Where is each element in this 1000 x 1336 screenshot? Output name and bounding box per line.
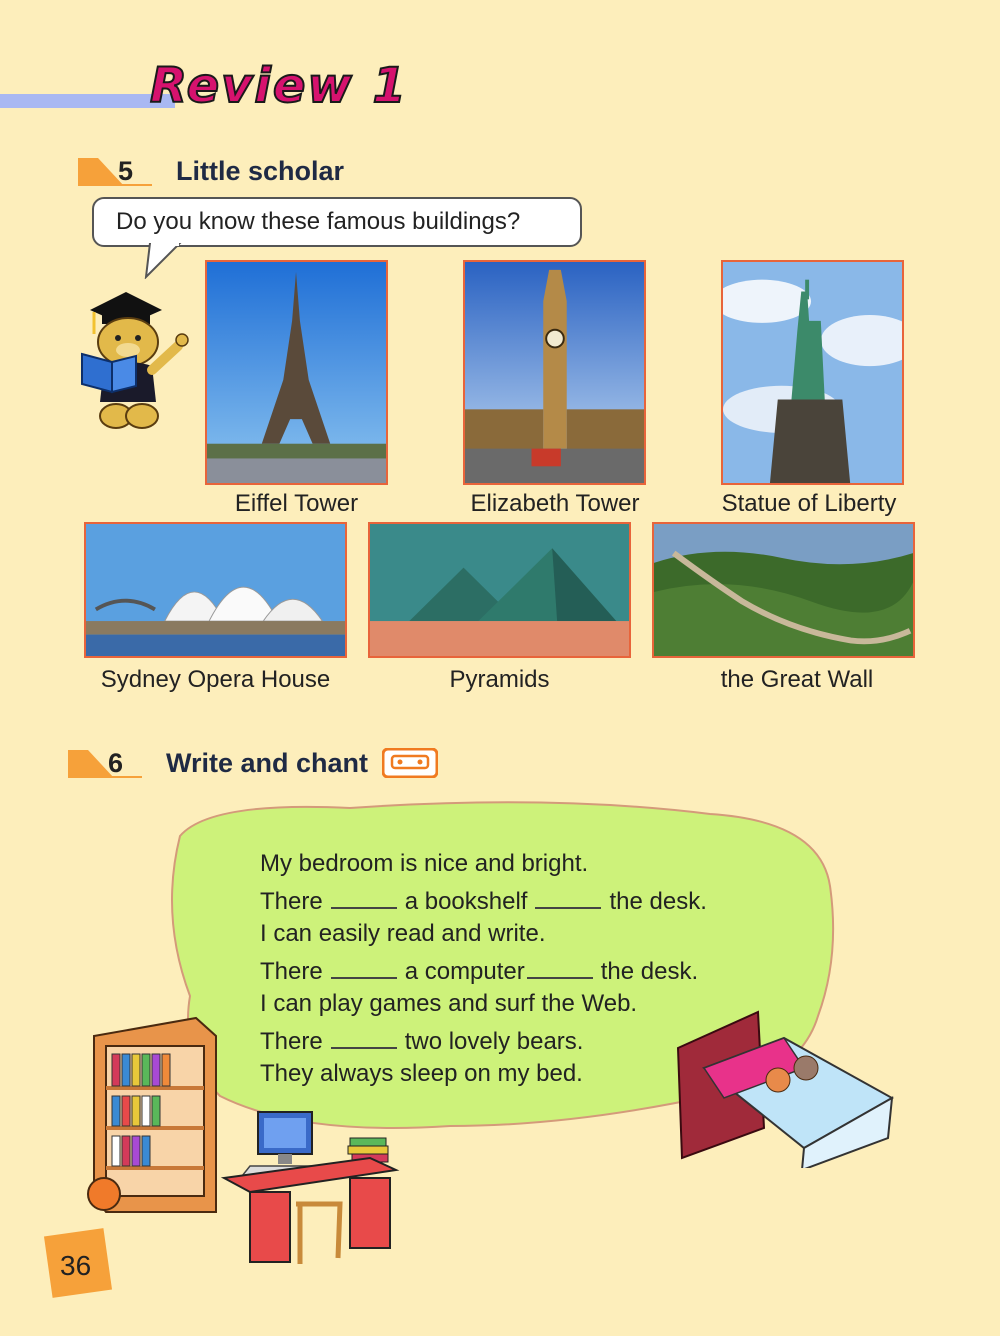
section-5-tab: [78, 158, 152, 186]
speech-bubble-tail: [140, 243, 190, 279]
bookshelf-illustration: [86, 1016, 222, 1216]
section-6-number: 6: [108, 748, 124, 778]
chant-line-2: There a bookshelf the desk.: [260, 885, 707, 916]
speech-bubble-text: Do you know these famous buildings?: [116, 208, 521, 235]
chant-line-5: I can play games and surf the Web.: [260, 990, 638, 1017]
photo-pyramids: [368, 522, 631, 658]
photo-great-wall: [652, 522, 915, 658]
caption-pyramids: Pyramids: [449, 666, 550, 693]
desk-computer-illustration: [220, 1108, 400, 1270]
bed-with-bears-illustration: [674, 1008, 894, 1168]
section-6-title: Write and chant: [166, 748, 369, 778]
scholar-bear-mascot: [80, 284, 192, 432]
caption-great-wall: the Great Wall: [720, 666, 874, 693]
chant-line-7: They always sleep on my bed.: [260, 1060, 583, 1087]
caption-eiffel-tower: Eiffel Tower: [234, 490, 359, 517]
caption-elizabeth-tower: Elizabeth Tower: [470, 490, 640, 517]
answer-blank-3[interactable]: [331, 955, 397, 979]
caption-statue-of-liberty: Statue of Liberty: [721, 490, 897, 517]
page-number: 36: [60, 1250, 92, 1281]
answer-blank-1[interactable]: [331, 885, 397, 909]
caption-sydney-opera-house: Sydney Opera House: [100, 666, 331, 693]
page-title: Review 1: [150, 58, 408, 114]
section-5-number: 5: [118, 156, 134, 186]
header-accent-bar: [0, 94, 175, 108]
chant-line-6: There two lovely bears.: [260, 1025, 583, 1056]
answer-blank-4[interactable]: [527, 955, 593, 979]
photo-eiffel-tower: [205, 260, 388, 485]
section-5-title: Little scholar: [176, 156, 345, 186]
chant-line-3: I can easily read and write.: [260, 920, 546, 947]
cassette-icon: [382, 748, 438, 778]
answer-blank-5[interactable]: [331, 1025, 397, 1049]
chant-line-1: My bedroom is nice and bright.: [260, 850, 589, 877]
section-6-tab: [68, 750, 142, 778]
chant-line-4: There a computer the desk.: [260, 955, 698, 986]
answer-blank-2[interactable]: [535, 885, 601, 909]
photo-sydney-opera-house: [84, 522, 347, 658]
photo-elizabeth-tower: [463, 260, 646, 485]
photo-statue-of-liberty: [721, 260, 904, 485]
